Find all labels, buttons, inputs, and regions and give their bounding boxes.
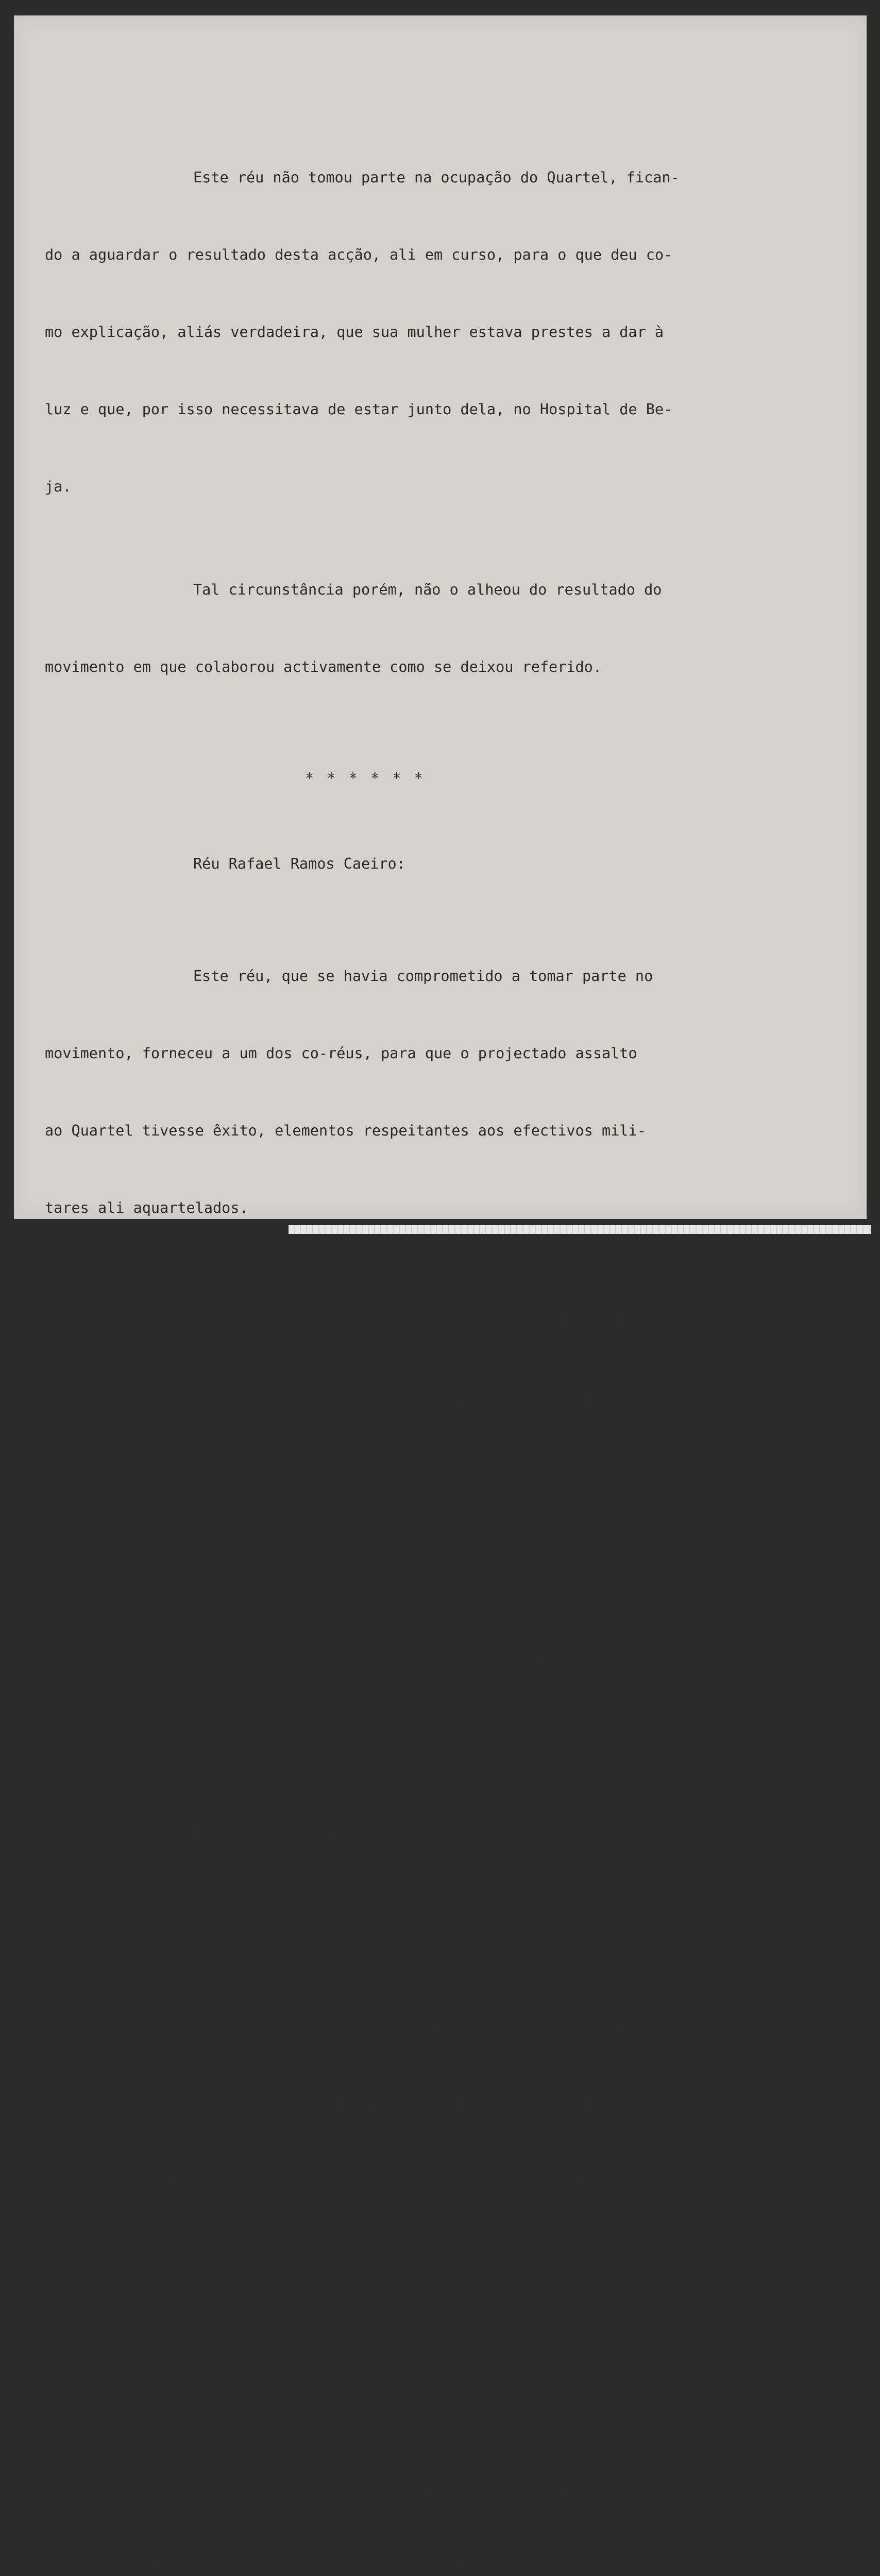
text-line: ao Quartel tivesse êxito, elementos respeitantes aos efectivos mili- xyxy=(45,1122,646,1139)
text-line: cabo. xyxy=(45,1724,89,1741)
text-line: movimento, forneceu a um dos co-réus, para que o projectado assalto xyxy=(45,1045,637,1062)
text-line: Este réu não tomou parte na ocupação do Quartel, fican- xyxy=(193,169,680,186)
text-line: Este réu tomou parte bastante activa no movimento revo- xyxy=(193,2480,680,2497)
text-line: Tal circunstância porém, não o alheou do resultado do xyxy=(193,581,662,598)
text-line: dicações necessárias e atinentes ao bom êxito da empresa. xyxy=(45,1904,549,1921)
section-separator: * * * * * * xyxy=(305,770,425,787)
text-line: tares ali aquartelados. xyxy=(45,1199,248,1216)
text-line: do a aguardar o resultado desta acção, ali em curso, para o que deu co- xyxy=(45,246,673,263)
text-line: do assalto, porém disposto a actuar, seguidamente à sua tomada, conjun- xyxy=(45,2094,673,2111)
text-line: edifício do comando, gabinete do oficial de dia, parques de viaturas xyxy=(45,1466,646,1483)
text-line: lucionário que culminou com o assalto ao Quartel de Beja, na já referi- xyxy=(45,2557,673,2574)
text-line: tamente com outros réus dispostos a prosseguirem na acção empreendida. xyxy=(45,2171,664,2188)
text-line: dade o mesmo co-réu, para lhe mostrar a localização da casa da guarda, xyxy=(45,1389,664,1406)
text-line: e paiois. xyxy=(45,1544,125,1561)
text-line: De tudo era bem sabedor, pois ali servia como primeiro xyxy=(193,1647,671,1664)
document-body xyxy=(45,113,690,2576)
text-line: Este réu, que se havia comprometido a tomar parte no xyxy=(193,968,653,985)
text-line: movimento em que colaborou activamente como se deixou referido. xyxy=(45,658,602,675)
section-heading: Réu Rafael Ramos Caeiro: xyxy=(193,855,405,872)
text-line: mo explicação, aliás verdadeira, que sua mulher estava prestes a dar à xyxy=(45,324,664,341)
text-line: Ainda acompanhou, numa visita às dependências da Uni- xyxy=(193,1312,662,1329)
text-line: luz e que, por isso necessitava de estar junto dela, no Hospital de Be- xyxy=(45,401,673,418)
section-heading: Réu Edmundo Pedro: xyxy=(193,2368,352,2385)
text-line: Ficou este réu a esperar fora do Quartel, o resultado xyxy=(193,2016,662,2033)
text-line: Numa reunião em que participou, recebeu de um co-réu in- xyxy=(193,1827,688,1844)
section-separator: * * * * * * xyxy=(305,2282,425,2299)
text-line: ja. xyxy=(45,478,72,495)
